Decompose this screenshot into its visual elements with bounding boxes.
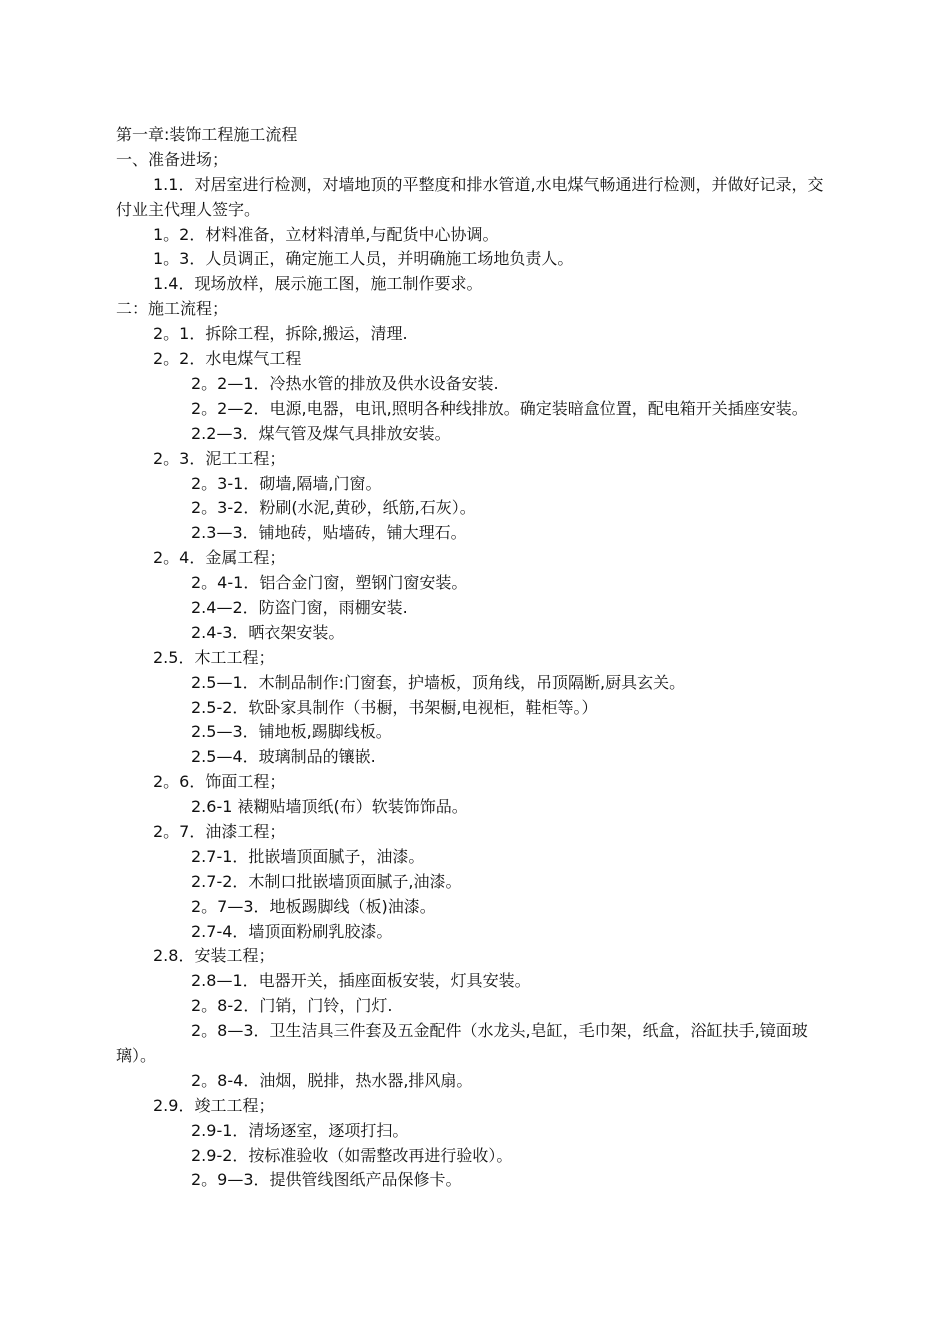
list-item: 2。2．水电煤气工程 bbox=[153, 349, 302, 369]
sub-list-item: 2。8-4．油烟，脱排，热水器,排风扇。 bbox=[191, 1070, 473, 1090]
list-item: 2。4．金属工程； bbox=[153, 548, 286, 568]
sub-list-item: 2。8—3．卫生洁具三件套及五金配件（水龙头,皂缸，毛巾架，纸盒，浴缸扶手,镜面玻璃）。 bbox=[116, 1021, 808, 1066]
list-item: 2。1．拆除工程，拆除,搬运，清理. bbox=[153, 324, 408, 344]
sub-list-item: 2。9—3．提供管线图纸产品保修卡。 bbox=[191, 1170, 462, 1190]
list-item: 2.5．木工工程； bbox=[153, 647, 275, 667]
sub-list-item: 2.9-1．清场逐室，逐项打扫。 bbox=[191, 1120, 409, 1140]
sub-list-item: 2。2—1．冷热水管的排放及供水设备安装. bbox=[191, 373, 499, 393]
list-item: 1。3．人员调正，确定施工人员，并明确施工场地负责人。 bbox=[153, 249, 574, 269]
list-item: 1。2．材料准备，立材料清单,与配货中心协调。 bbox=[153, 224, 499, 244]
document-body bbox=[116, 123, 836, 1193]
list-item: 1.1．对居室进行检测，对墙地顶的平整度和排水管道,水电煤气畅通进行检测，并做好记录，交付业主代理人签字。 bbox=[116, 174, 824, 219]
sub-list-item: 2。3-1．砌墙,隔墙,门窗。 bbox=[191, 473, 382, 493]
sub-list-item: 2.6-1 裱糊贴墙顶纸(布）软装饰饰品。 bbox=[191, 797, 468, 817]
chapter-title: 第一章:装饰工程施工流程 bbox=[116, 125, 298, 144]
sub-list-item: 2.5—1．木制品制作:门窗套，护墙板，顶角线，吊顶隔断,厨具玄关。 bbox=[191, 672, 686, 692]
list-item: 2.8．安装工程； bbox=[153, 946, 275, 966]
sub-list-item: 2.3—3．铺地砖，贴墙砖，铺大理石。 bbox=[191, 523, 467, 543]
sub-list-item: 2。4-1．铝合金门窗，塑钢门窗安装。 bbox=[191, 573, 468, 593]
sub-list-item: 2.5—3．铺地板,踢脚线板。 bbox=[191, 722, 392, 742]
list-item: 2.9．竣工工程； bbox=[153, 1095, 275, 1115]
sub-list-item: 2。2—2．电源,电器，电讯,照明各种线排放。确定装暗盒位置，配电箱开关插座安装。 bbox=[191, 398, 808, 418]
list-item: 2。3．泥工工程； bbox=[153, 448, 286, 468]
sub-list-item: 2。3-2．粉刷(水泥,黄砂，纸筋,石灰）。 bbox=[191, 498, 476, 518]
sub-list-item: 2.4-3．晒衣架安装。 bbox=[191, 622, 345, 642]
sub-list-item: 2.5-2．软卧家具制作（书橱，书架橱,电视柜，鞋柜等。） bbox=[191, 697, 598, 717]
list-item: 1.4．现场放样，展示施工图，施工制作要求。 bbox=[153, 274, 483, 294]
sub-list-item: 2。7—3．地板踢脚线（板)油漆。 bbox=[191, 896, 436, 916]
section-heading: 一、准备进场； bbox=[116, 149, 229, 169]
list-item: 2。7．油漆工程； bbox=[153, 821, 286, 841]
list-item: 2。6．饰面工程； bbox=[153, 772, 286, 792]
sub-list-item: 2.9-2．按标准验收（如需整改再进行验收）。 bbox=[191, 1145, 513, 1165]
sub-list-item: 2。8-2．门销，门铃，门灯. bbox=[191, 996, 393, 1016]
sub-list-item: 2.4—2．防盗门窗，雨棚安装. bbox=[191, 597, 408, 617]
sub-list-item: 2.2—3．煤气管及煤气具排放安装。 bbox=[191, 423, 451, 443]
sub-list-item: 2.7-4．墙顶面粉刷乳胶漆。 bbox=[191, 921, 393, 941]
sub-list-item: 2.5—4．玻璃制品的镶嵌. bbox=[191, 747, 376, 767]
sub-list-item: 2.7-1．批嵌墙顶面腻子，油漆。 bbox=[191, 846, 425, 866]
sub-list-item: 2.7-2．木制口批嵌墙顶面腻子,油漆。 bbox=[191, 871, 462, 891]
sub-list-item: 2.8—1．电器开关，插座面板安装，灯具安装。 bbox=[191, 971, 531, 991]
section-heading: 二：施工流程； bbox=[116, 299, 229, 319]
